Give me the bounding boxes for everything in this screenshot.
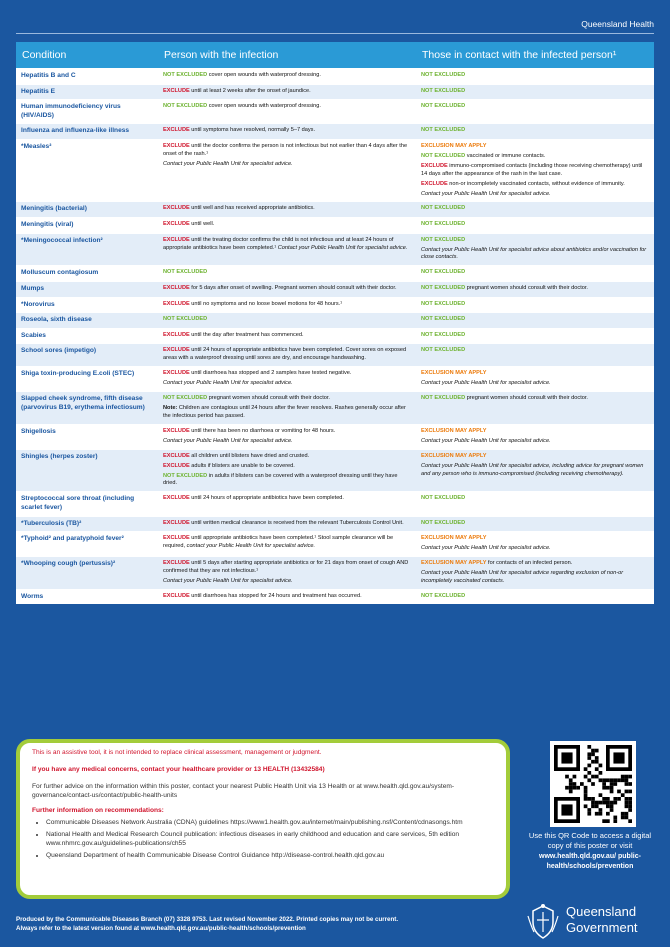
col-header-person: Person with the infection bbox=[158, 42, 416, 69]
cell-text: until the treating doctor confirms the child is not infectious and at least 24 hours of appropriate antibiotics have been completed.¹ bbox=[163, 236, 394, 251]
list-item: • Queensland Department of health Communicable Disease Control Guidance http://disease-control.health.qld.gov.au bbox=[46, 852, 494, 861]
condition-cell: *Meningococcal infection² bbox=[16, 233, 158, 266]
cell-paragraph bbox=[163, 205, 315, 211]
not-excluded-label: NOT EXCLUDED bbox=[421, 316, 466, 323]
cell-paragraph bbox=[163, 127, 315, 133]
qr-caption bbox=[520, 831, 660, 871]
cell-paragraph bbox=[163, 405, 411, 421]
not-excluded-label: NOT EXCLUDED bbox=[421, 284, 466, 291]
table-row bbox=[16, 313, 654, 329]
table-row bbox=[16, 424, 654, 449]
cell-paragraph bbox=[421, 495, 465, 501]
footer-line-2: Always refer to the latest version found at www.health.qld.gov.au/public-health/schools/prevention bbox=[16, 924, 306, 932]
person-cell bbox=[158, 344, 416, 367]
footer bbox=[16, 916, 496, 934]
person-cell bbox=[158, 589, 416, 604]
cell-paragraph bbox=[163, 237, 407, 251]
person-cell bbox=[158, 202, 416, 218]
cell-paragraph bbox=[421, 545, 649, 553]
cell-text: cover open wounds with waterproof dressing. bbox=[207, 72, 321, 78]
recommendations-list bbox=[32, 819, 494, 861]
contact-cell bbox=[416, 313, 654, 329]
contact-cell bbox=[416, 233, 654, 266]
cell-text: contact your Public Health Unit for specialist advice. bbox=[186, 543, 316, 549]
cell-paragraph bbox=[421, 72, 465, 78]
contact-cell bbox=[416, 202, 654, 218]
table-row bbox=[16, 202, 654, 218]
cell-paragraph bbox=[421, 143, 487, 149]
cell-paragraph bbox=[421, 88, 465, 94]
table-row bbox=[16, 69, 654, 85]
cell-paragraph bbox=[163, 143, 407, 157]
table-row bbox=[16, 532, 654, 557]
cell-text: for 5 days after onset of swelling. Pregnant women should consult with their doctor. bbox=[189, 284, 397, 291]
condition-cell: Shigellosis bbox=[16, 424, 158, 449]
exclude-label: EXCLUDE bbox=[163, 462, 190, 469]
not-excluded-label: NOT EXCLUDED bbox=[163, 472, 208, 479]
not-excluded-label: NOT EXCLUDED bbox=[421, 221, 466, 227]
person-cell bbox=[158, 556, 416, 589]
exclude-label: EXCLUDE bbox=[163, 592, 190, 599]
table-row bbox=[16, 266, 654, 282]
not-excluded-label: NOT EXCLUDED bbox=[421, 269, 466, 276]
not-excluded-label: NOT EXCLUDED bbox=[163, 72, 208, 78]
condition-cell: Shingles (herpes zoster) bbox=[16, 449, 158, 492]
cell-text: until at least 2 weeks after the onset of jaundice. bbox=[189, 87, 311, 94]
cell-text: until appropriate antibiotics have been completed.¹ Stool sample clearance will be required, bbox=[163, 535, 394, 549]
person-cell bbox=[158, 84, 416, 100]
not-excluded-label: NOT EXCLUDED bbox=[421, 127, 466, 134]
not-excluded-label: NOT EXCLUDED bbox=[421, 519, 466, 526]
cell-text: adults if blisters are unable to be covered. bbox=[189, 462, 295, 469]
cell-paragraph bbox=[421, 191, 649, 199]
cell-paragraph bbox=[421, 316, 465, 322]
contact-cell bbox=[416, 391, 654, 424]
person-cell bbox=[158, 218, 416, 234]
table-row bbox=[16, 281, 654, 297]
cell-paragraph bbox=[421, 428, 487, 434]
cell-text: vaccinated or immune contacts. bbox=[465, 152, 546, 159]
table-body bbox=[16, 69, 654, 605]
person-cell bbox=[158, 313, 416, 329]
cell-paragraph bbox=[163, 370, 351, 376]
cell-text: until the day after treatment has commenced. bbox=[189, 331, 304, 338]
person-cell bbox=[158, 532, 416, 557]
cell-paragraph bbox=[421, 285, 588, 291]
cell-paragraph bbox=[421, 570, 649, 586]
not-excluded-label: NOT EXCLUDED bbox=[421, 205, 466, 212]
not-excluded-label: NOT EXCLUDED bbox=[163, 269, 208, 276]
cell-text: until diarrhoea has stopped and 2 samples have tested negative. bbox=[189, 370, 352, 377]
cell-paragraph bbox=[163, 221, 214, 227]
condition-cell: Human immunodeficiency virus (HIV/AIDS) bbox=[16, 100, 158, 124]
exclusion-table bbox=[16, 42, 654, 604]
cell-paragraph bbox=[163, 380, 411, 388]
exclude-label: EXCLUDE bbox=[163, 370, 190, 377]
contact-cell bbox=[416, 281, 654, 297]
cell-text: non-or incompletely vaccinated contacts, without evidence of immunity. bbox=[447, 180, 625, 187]
table-header-row bbox=[16, 42, 654, 69]
not-excluded-label: NOT EXCLUDED bbox=[421, 394, 466, 401]
cell-text: all children until blisters have dried and crusted. bbox=[189, 452, 310, 459]
not-excluded-label: NOT EXCLUDED bbox=[421, 592, 466, 599]
person-cell bbox=[158, 391, 416, 424]
recommendations-heading: Further information on recommendations: bbox=[32, 806, 164, 814]
col-header-contact: Those in contact with the infected person¹ bbox=[416, 42, 654, 69]
cell-text: Note: bbox=[163, 404, 178, 411]
contact-cell bbox=[416, 297, 654, 313]
qr-code-icon bbox=[554, 745, 632, 823]
cell-paragraph bbox=[421, 453, 487, 459]
cell-paragraph bbox=[163, 395, 330, 401]
table-row bbox=[16, 100, 654, 124]
condition-cell: School sores (impetigo) bbox=[16, 344, 158, 367]
cell-text: until the doctor confirms the person is not infectious but not earlier than 4 days after the onset of the rash.¹ bbox=[163, 142, 408, 157]
condition-cell: Shiga toxin-producing E.coli (STEC) bbox=[16, 367, 158, 392]
cell-text: until 24 hours of appropriate antibiotics have been completed. Cover sores on exposed areas with a waterproof dressing until sores are dry, and encourage handwashing. bbox=[163, 347, 407, 362]
exclude-label: EXCLUDE bbox=[163, 331, 190, 338]
cell-text: until there has been no diarrhoea or vomiting for 48 hours. bbox=[189, 427, 336, 434]
cell-paragraph bbox=[163, 593, 362, 599]
person-cell bbox=[158, 233, 416, 266]
not-excluded-label: NOT EXCLUDED bbox=[163, 394, 208, 401]
condition-cell: Scabies bbox=[16, 328, 158, 344]
qr-link[interactable]: www.health.qld.gov.au/ public-health/schools/prevention bbox=[539, 852, 641, 870]
cell-text: in adults if blisters can be covered with a waterproof dressing until they have dried. bbox=[163, 472, 398, 487]
table-row bbox=[16, 492, 654, 516]
cell-paragraph bbox=[163, 453, 309, 459]
person-cell bbox=[158, 69, 416, 85]
exclude-label: EXCLUDE bbox=[163, 495, 190, 502]
table-row bbox=[16, 589, 654, 604]
cell-text: for contacts of an infected person. bbox=[486, 559, 573, 566]
exclude-label: EXCLUDE bbox=[163, 347, 190, 354]
exclude-label: EXCLUDE bbox=[163, 236, 190, 243]
contact-cell bbox=[416, 266, 654, 282]
exclude-label: EXCLUDE bbox=[163, 427, 190, 434]
contact-cell bbox=[416, 449, 654, 492]
footer-line-1: Produced by the Communicable Diseases Branch (07) 3328 9753. Last revised November 2022. Printed copies may not be current. bbox=[16, 916, 399, 923]
cell-text: Contact your Public Health Unit for specialist advice regarding exclusion of non-or incompletely vaccinated contacts. bbox=[421, 569, 624, 584]
cell-text: cover open wounds with waterproof dressing. bbox=[207, 103, 321, 110]
divider bbox=[16, 33, 654, 34]
cell-paragraph bbox=[163, 88, 311, 94]
exclude-label: EXCLUDE bbox=[163, 300, 190, 307]
table-row bbox=[16, 367, 654, 392]
not-excluded-label: NOT EXCLUDED bbox=[421, 236, 466, 243]
cell-paragraph bbox=[421, 237, 465, 243]
exclude-label: EXCLUDE bbox=[163, 452, 190, 459]
not-excluded-label: NOT EXCLUDED bbox=[421, 72, 466, 78]
cell-paragraph bbox=[421, 560, 572, 566]
exclusion-may-apply-label: EXCLUSION MAY APPLY bbox=[421, 452, 487, 459]
cell-paragraph bbox=[421, 163, 649, 179]
cell-text: until well and has received appropriate antibiotics. bbox=[189, 205, 315, 212]
contact-cell bbox=[416, 516, 654, 532]
cell-paragraph bbox=[163, 463, 411, 471]
exclude-label: EXCLUDE bbox=[163, 559, 190, 566]
cell-text: until 24 hours of appropriate antibiotics have been completed. bbox=[189, 495, 344, 502]
exclude-label: EXCLUDE bbox=[421, 162, 448, 169]
not-excluded-label: NOT EXCLUDED bbox=[421, 87, 466, 94]
exclusion-table-container bbox=[16, 42, 654, 604]
exclude-label: EXCLUDE bbox=[163, 127, 190, 134]
cell-text: Contact your Public Health Unit for specialist advice. bbox=[421, 545, 551, 551]
condition-cell: Slapped cheek syndrome, fifth disease (parvovirus B19, erythema infectiosum) bbox=[16, 391, 158, 424]
not-excluded-label: NOT EXCLUDED bbox=[421, 300, 466, 307]
person-cell bbox=[158, 297, 416, 313]
contact-cell bbox=[416, 589, 654, 604]
list-item: • Communicable Diseases Network Australia (CDNA) guidelines https://www1.health.gov.au/internet/main/publishing.nsf/Content/cdnasongs.htm bbox=[46, 819, 494, 828]
info-box bbox=[16, 739, 510, 899]
cell-text: until written medical clearance is received from the relevant Tuberculosis Control Unit. bbox=[189, 519, 404, 526]
condition-cell: Meningitis (viral) bbox=[16, 218, 158, 234]
person-cell bbox=[158, 328, 416, 344]
cell-paragraph bbox=[421, 438, 649, 446]
cell-text: Contact your Public Health Unit for specialist advice. bbox=[421, 437, 551, 444]
table-row bbox=[16, 297, 654, 313]
cell-paragraph bbox=[163, 428, 335, 434]
logo-text-line-2: Government bbox=[566, 920, 638, 935]
condition-cell: Influenza and influenza-like illness bbox=[16, 124, 158, 140]
condition-cell: Streptococcal sore throat (including scarlet fever) bbox=[16, 492, 158, 516]
logo-text-line-1: Queensland bbox=[566, 904, 637, 919]
cell-paragraph bbox=[421, 269, 465, 275]
contact-cell bbox=[416, 532, 654, 557]
condition-cell: *Typhoid² and paratyphoid fever² bbox=[16, 532, 158, 557]
contact-cell bbox=[416, 344, 654, 367]
cell-paragraph bbox=[421, 370, 487, 376]
cell-paragraph bbox=[163, 316, 207, 322]
table-row bbox=[16, 344, 654, 367]
cell-text: Contact your Public Health Unit for specialist advice. bbox=[163, 577, 293, 584]
condition-cell: Molluscum contagiosum bbox=[16, 266, 158, 282]
condition-cell: *Norovirus bbox=[16, 297, 158, 313]
not-excluded-label: NOT EXCLUDED bbox=[421, 347, 466, 354]
exclude-label: EXCLUDE bbox=[163, 142, 190, 149]
cell-paragraph bbox=[421, 463, 649, 479]
exclusion-may-apply-label: EXCLUSION MAY APPLY bbox=[421, 142, 487, 149]
exclude-label: EXCLUDE bbox=[163, 284, 190, 291]
person-cell bbox=[158, 449, 416, 492]
cell-text: Contact your Public Health Unit for specialist advice. bbox=[421, 380, 551, 386]
qr-caption-text: Use this QR Code to access a digital copy of this poster or visit bbox=[528, 831, 652, 850]
not-excluded-label: NOT EXCLUDED bbox=[421, 331, 466, 338]
exclude-label: EXCLUDE bbox=[163, 205, 190, 212]
cell-paragraph bbox=[163, 535, 393, 549]
exclude-label: EXCLUDE bbox=[163, 87, 190, 94]
not-excluded-label: NOT EXCLUDED bbox=[163, 103, 208, 110]
exclusion-may-apply-label: EXCLUSION MAY APPLY bbox=[421, 427, 487, 434]
person-cell bbox=[158, 100, 416, 124]
cell-text: Contact your Public Health Unit for specialist advice. bbox=[163, 380, 293, 386]
cell-paragraph bbox=[421, 181, 649, 189]
contact-cell bbox=[416, 367, 654, 392]
cell-text: Contact your Public Health Unit for specialist advice. bbox=[163, 160, 293, 167]
table-row bbox=[16, 328, 654, 344]
cell-paragraph bbox=[163, 72, 321, 78]
contact-cell bbox=[416, 328, 654, 344]
table-row bbox=[16, 124, 654, 140]
cell-paragraph bbox=[163, 103, 321, 109]
qr-code[interactable] bbox=[550, 741, 636, 827]
person-cell bbox=[158, 367, 416, 392]
coat-of-arms-icon bbox=[526, 902, 560, 942]
cell-text: until 5 days after starting appropriate antibiotics or for 21 days from onset of cough AND confirmed that they are not infectious.¹ bbox=[163, 559, 409, 574]
table-row bbox=[16, 556, 654, 589]
table-row bbox=[16, 218, 654, 234]
cell-paragraph bbox=[421, 205, 465, 211]
exclusion-may-apply-label: EXCLUSION MAY APPLY bbox=[421, 559, 487, 566]
cell-paragraph bbox=[163, 161, 411, 169]
cell-text: Contact your Public Health Unit for specialist advice, including advice for pregnant women and any person who is immuno-compromised (including receiving chemotherapy). bbox=[421, 462, 644, 477]
contact-cell bbox=[416, 84, 654, 100]
further-advice-text: For further advice on the information within this poster, contact your nearest Public Health Unit via 13 Health or at www.health.qld.gov.au/system-governance/contact-us/contact/public-health-units bbox=[32, 782, 455, 799]
condition-cell: Worms bbox=[16, 589, 158, 604]
disclaimer-text: This is an assistive tool, it is not intended to replace clinical assessment, management or judgment. bbox=[32, 749, 322, 756]
cell-text: Contact your Public Health Unit for specialist advice. bbox=[276, 244, 408, 251]
not-excluded-label: NOT EXCLUDED bbox=[163, 316, 208, 323]
queensland-government-logo bbox=[526, 902, 656, 942]
cell-paragraph bbox=[421, 301, 465, 307]
condition-cell: *Whooping cough (pertussis)² bbox=[16, 556, 158, 589]
table-row bbox=[16, 516, 654, 532]
table-row bbox=[16, 84, 654, 100]
top-bar bbox=[0, 0, 670, 36]
cell-paragraph bbox=[421, 247, 649, 263]
cell-paragraph bbox=[421, 332, 465, 338]
cell-paragraph bbox=[421, 221, 465, 227]
cell-text: pregnant women should consult with their doctor. bbox=[207, 394, 330, 401]
table-row bbox=[16, 391, 654, 424]
person-cell bbox=[158, 516, 416, 532]
cell-paragraph bbox=[421, 520, 465, 526]
person-cell bbox=[158, 492, 416, 516]
person-cell bbox=[158, 424, 416, 449]
cell-paragraph bbox=[421, 535, 487, 541]
contact-cell bbox=[416, 218, 654, 234]
cell-text: immuno-compromised contacts (including those receiving chemotherapy) until 14 days after the appearance of the rash in the last case. bbox=[421, 162, 643, 177]
brand-label: Queensland Health bbox=[581, 19, 654, 29]
cell-paragraph bbox=[421, 347, 465, 353]
not-excluded-label: NOT EXCLUDED bbox=[421, 152, 466, 159]
condition-cell: Hepatitis B and C bbox=[16, 69, 158, 85]
contact-cell bbox=[416, 100, 654, 124]
cell-text: until symptoms have resolved, normally 5–7 days. bbox=[189, 127, 316, 134]
exclude-label: EXCLUDE bbox=[163, 535, 190, 542]
cell-paragraph bbox=[163, 347, 406, 361]
cell-text: until well. bbox=[189, 221, 215, 227]
contact-cell bbox=[416, 556, 654, 589]
cell-paragraph bbox=[163, 269, 207, 275]
contact-cell bbox=[416, 124, 654, 140]
cell-paragraph bbox=[163, 578, 411, 586]
cell-text: Children are contagious until 24 hours after the fever resolves. Rashes generally occur after the infectious period has passed. bbox=[163, 404, 406, 419]
not-excluded-label: NOT EXCLUDED bbox=[421, 103, 466, 110]
cell-paragraph bbox=[163, 285, 397, 291]
cell-paragraph bbox=[163, 332, 304, 338]
person-cell bbox=[158, 139, 416, 202]
cell-text: pregnant women should consult with their doctor. bbox=[465, 394, 588, 401]
exclusion-may-apply-label: EXCLUSION MAY APPLY bbox=[421, 535, 487, 542]
col-header-condition: Condition bbox=[16, 42, 158, 69]
cell-paragraph bbox=[163, 473, 411, 489]
cell-text: pregnant women should consult with their doctor. bbox=[465, 284, 588, 291]
person-cell bbox=[158, 281, 416, 297]
contact-cell bbox=[416, 492, 654, 516]
condition-cell: Mumps bbox=[16, 281, 158, 297]
condition-cell: Hepatitis E bbox=[16, 84, 158, 100]
contact-cell bbox=[416, 139, 654, 202]
cell-text: Contact your Public Health Unit for specialist advice about antibiotics and/or vaccination for close contacts. bbox=[421, 246, 647, 261]
cell-paragraph bbox=[163, 560, 408, 574]
concerns-text: If you have any medical concerns, contact your healthcare provider or 13 HEALTH (13432584) bbox=[32, 765, 325, 773]
condition-cell: Roseola, sixth disease bbox=[16, 313, 158, 329]
cell-paragraph bbox=[421, 593, 465, 599]
contact-cell bbox=[416, 424, 654, 449]
list-item: • National Health and Medical Research Council publication: infectious diseases in early childhood and education and care services, 5th edition www.nhmrc.gov.au/guidelines-publications/ch55 bbox=[46, 831, 494, 849]
exclusion-may-apply-label: EXCLUSION MAY APPLY bbox=[421, 370, 487, 377]
condition-cell: *Tuberculosis (TB)² bbox=[16, 516, 158, 532]
cell-paragraph bbox=[421, 127, 465, 133]
cell-text: Contact your Public Health Unit for specialist advice. bbox=[421, 190, 551, 197]
contact-cell bbox=[416, 69, 654, 85]
cell-text: Contact your Public Health Unit for specialist advice. bbox=[163, 437, 293, 444]
table-row bbox=[16, 233, 654, 266]
cell-paragraph bbox=[421, 103, 465, 109]
table-row bbox=[16, 139, 654, 202]
cell-paragraph bbox=[421, 153, 649, 161]
person-cell bbox=[158, 266, 416, 282]
not-excluded-label: NOT EXCLUDED bbox=[421, 495, 466, 502]
exclude-label: EXCLUDE bbox=[163, 221, 190, 227]
cell-paragraph bbox=[421, 380, 649, 388]
exclude-label: EXCLUDE bbox=[163, 519, 190, 526]
cell-paragraph bbox=[421, 395, 588, 401]
cell-text: until diarrhoea has stopped for 24 hours and treatment has occurred. bbox=[189, 592, 362, 599]
table-row bbox=[16, 449, 654, 492]
condition-cell: Meningitis (bacterial) bbox=[16, 202, 158, 218]
cell-paragraph bbox=[163, 301, 342, 307]
cell-paragraph bbox=[163, 520, 404, 526]
cell-text: until no symptoms and no loose bowel motions for 48 hours.¹ bbox=[189, 300, 343, 307]
cell-paragraph bbox=[163, 495, 344, 501]
condition-cell: *Measles² bbox=[16, 139, 158, 202]
person-cell bbox=[158, 124, 416, 140]
cell-paragraph bbox=[163, 438, 411, 446]
exclude-label: EXCLUDE bbox=[421, 180, 448, 187]
